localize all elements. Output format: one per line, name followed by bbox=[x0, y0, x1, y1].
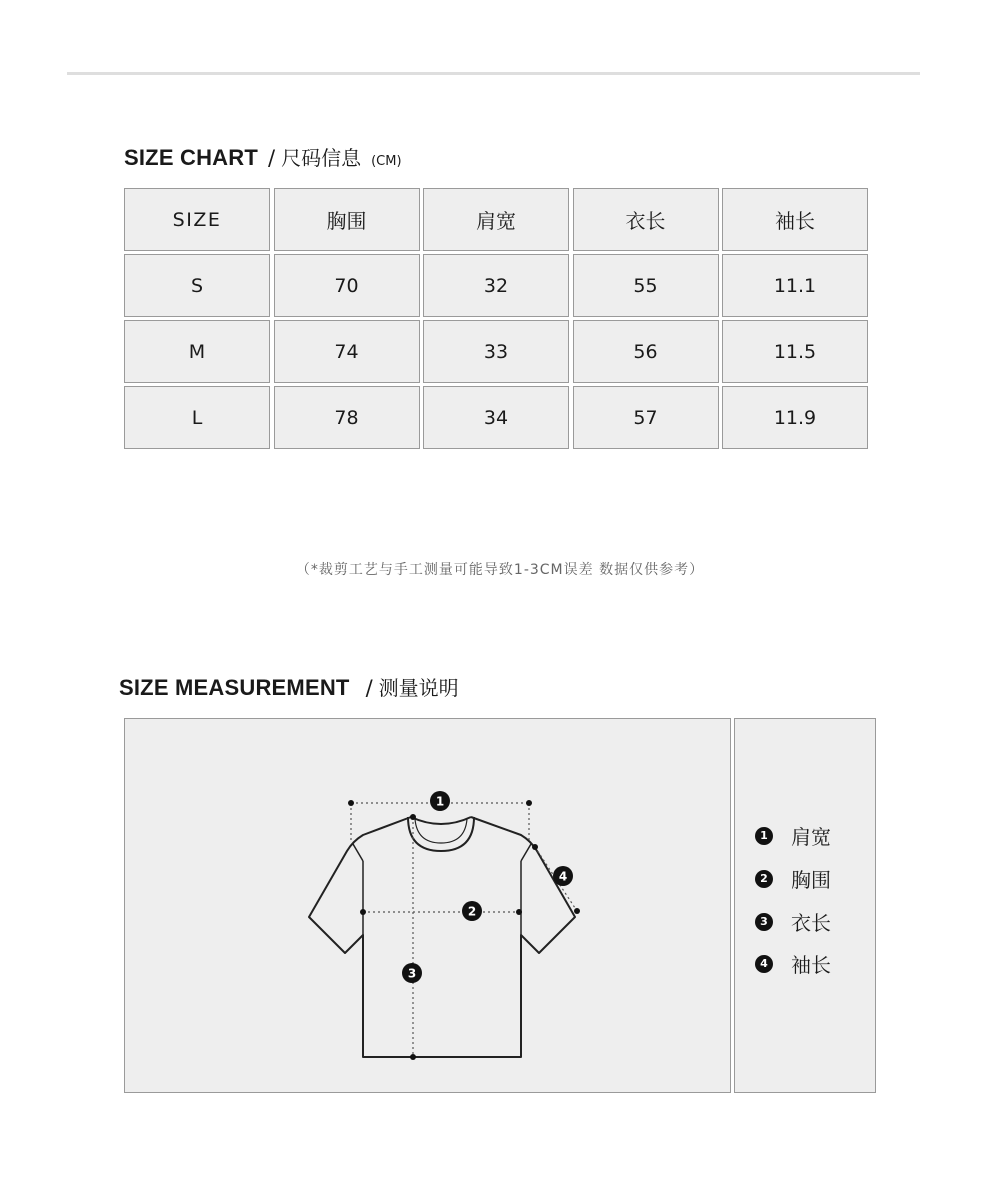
table-cell: L bbox=[124, 386, 270, 449]
table-cell: 57 bbox=[573, 386, 719, 449]
table-cell: 11.9 bbox=[722, 386, 868, 449]
table-cell: 56 bbox=[573, 320, 719, 383]
legend-badge: 3 bbox=[755, 913, 773, 931]
legend-item-chest bbox=[755, 864, 831, 893]
tshirt-diagram-panel bbox=[124, 718, 731, 1093]
measure-point bbox=[348, 800, 354, 806]
measure-point bbox=[532, 844, 538, 850]
svg-text:3: 3 bbox=[407, 966, 417, 981]
table-cell: 11.5 bbox=[722, 320, 868, 383]
header-chest: 胸围 bbox=[274, 188, 420, 251]
tshirt-collar bbox=[411, 817, 471, 824]
legend-label: 肩宽 bbox=[791, 825, 831, 849]
armhole-seam-right bbox=[521, 844, 531, 861]
table-cell: 74 bbox=[274, 320, 420, 383]
measure-point bbox=[410, 1054, 416, 1060]
marker-2-icon bbox=[462, 901, 482, 921]
measurement-title-cn: 测量说明 bbox=[378, 676, 459, 700]
size-measurement-heading bbox=[119, 672, 459, 701]
table-cell: 34 bbox=[423, 386, 569, 449]
table-cell: 32 bbox=[423, 254, 569, 317]
header-size: SIZE bbox=[124, 188, 270, 251]
tshirt-collar-rib bbox=[415, 819, 467, 843]
measurement-title-en: SIZE MEASUREMENT bbox=[119, 675, 350, 700]
legend-badge: 1 bbox=[755, 827, 773, 845]
size-chart-title-cn: 尺码信息 bbox=[281, 146, 362, 170]
table-cell: M bbox=[124, 320, 270, 383]
measurement-legend bbox=[734, 718, 876, 1093]
top-divider bbox=[67, 72, 920, 75]
measure-point bbox=[526, 800, 532, 806]
tshirt-collar-inner bbox=[408, 817, 474, 851]
size-chart-unit: (CM) bbox=[371, 154, 402, 169]
tshirt-diagram bbox=[125, 719, 730, 1092]
size-chart-separator: / bbox=[268, 146, 276, 170]
table-cell: 70 bbox=[274, 254, 420, 317]
table-cell: 11.1 bbox=[722, 254, 868, 317]
header-length: 衣长 bbox=[573, 188, 719, 251]
table-cell: 78 bbox=[274, 386, 420, 449]
measure-point bbox=[360, 909, 366, 915]
size-chart-heading bbox=[124, 142, 402, 171]
legend-item-shoulder bbox=[755, 821, 831, 850]
legend-label: 袖长 bbox=[791, 953, 831, 977]
legend-badge: 2 bbox=[755, 870, 773, 888]
table-cell: S bbox=[124, 254, 270, 317]
table-cell: 33 bbox=[423, 320, 569, 383]
measure-point bbox=[516, 909, 522, 915]
legend-badge: 4 bbox=[755, 955, 773, 973]
measure-point bbox=[574, 908, 580, 914]
legend-label: 胸围 bbox=[791, 868, 831, 892]
table-row bbox=[124, 320, 876, 383]
legend-label: 衣长 bbox=[791, 911, 831, 935]
marker-1-icon bbox=[430, 791, 450, 811]
marker-4-icon bbox=[553, 866, 573, 886]
table-row bbox=[124, 386, 876, 449]
svg-text:4: 4 bbox=[558, 869, 568, 884]
marker-3-icon bbox=[402, 963, 422, 983]
svg-text:2: 2 bbox=[467, 904, 477, 919]
svg-text:1: 1 bbox=[435, 794, 445, 809]
measurement-disclaimer: （*裁剪工艺与手工测量可能导致1-3CM误差 数据仅供参考） bbox=[295, 562, 705, 578]
table-row bbox=[124, 254, 876, 317]
legend-item-length bbox=[755, 907, 831, 936]
size-table bbox=[124, 188, 876, 452]
armhole-seam-left bbox=[353, 844, 363, 861]
measurement-separator: / bbox=[365, 676, 373, 700]
header-sleeve: 袖长 bbox=[722, 188, 868, 251]
tshirt-outline bbox=[309, 817, 575, 1057]
measure-point bbox=[410, 814, 416, 820]
header-shoulder: 肩宽 bbox=[423, 188, 569, 251]
table-header-row bbox=[124, 188, 876, 251]
table-cell: 55 bbox=[573, 254, 719, 317]
size-chart-title-en: SIZE CHART bbox=[124, 145, 258, 170]
legend-item-sleeve bbox=[755, 949, 831, 978]
